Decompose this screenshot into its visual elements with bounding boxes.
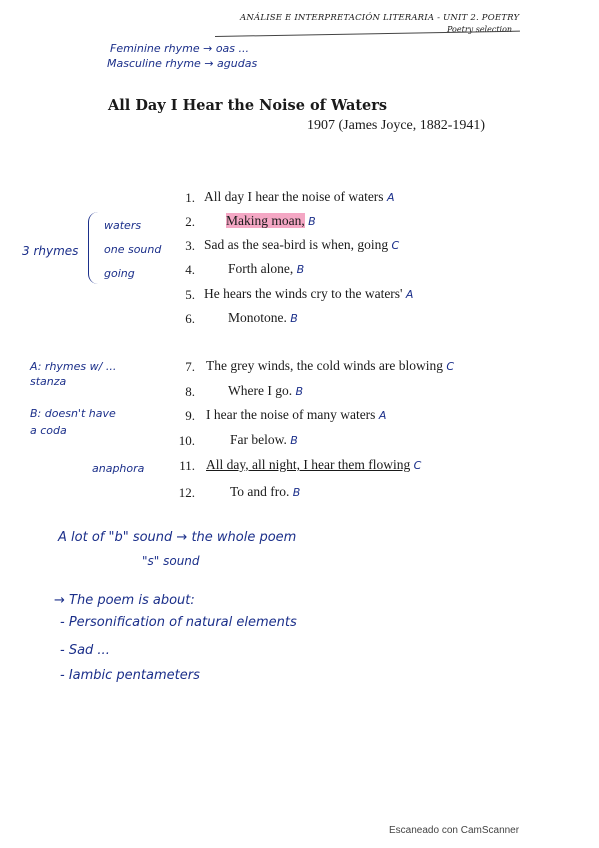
note-a-stanza: stanza <box>30 375 67 388</box>
line-number: 3. <box>185 238 195 253</box>
note-item-personification: - Personification of natural elements <box>60 615 297 630</box>
rhyme-word-2: one sound <box>104 243 162 256</box>
line-number: 7. <box>185 359 195 374</box>
poem-line-9: I hear the noise of many waters A <box>206 407 387 422</box>
note-3-rhymes: 3 rhymes <box>22 244 79 258</box>
poem-line-5: He hears the winds cry to the waters' A <box>204 286 414 301</box>
poem-line-3: Sad as the sea-bird is when, going C <box>204 237 400 252</box>
line-number: 4. <box>185 262 195 277</box>
line-number: 8. <box>185 384 195 399</box>
line-number: 11. <box>179 458 195 473</box>
note-item-iambic: - Iambic pentameters <box>60 668 200 683</box>
poem-line-1: All day I hear the noise of waters A <box>204 189 395 204</box>
line-number: 1. <box>185 190 195 205</box>
line-number: 9. <box>185 408 195 423</box>
note-item-sad: - Sad ... <box>60 643 110 658</box>
rhyme-word-1: waters <box>104 219 142 232</box>
note-poem-about: → The poem is about: <box>54 593 195 608</box>
rhyme-word-3: going <box>104 267 135 280</box>
scanner-watermark: Escaneado con CamScanner <box>389 825 520 836</box>
poem-title: All Day I Hear the Noise of Waters <box>108 97 388 114</box>
note-masculine-rhyme: Masculine rhyme → agudas <box>107 57 258 70</box>
note-s-sound: "s" sound <box>142 554 200 568</box>
poem-line-11: All day, all night, I hear them flowing C <box>206 457 422 472</box>
rhyme-brace <box>88 212 103 284</box>
section-header: Poetry selection <box>447 25 513 34</box>
poem-line-2: Making moan, B <box>226 213 316 228</box>
note-a-rhymes: A: rhymes w/ ... <box>30 360 117 373</box>
poem-line-12: To and fro. B <box>230 484 301 499</box>
note-anaphora: anaphora <box>92 462 145 475</box>
note-b-coda-2: a coda <box>30 424 67 437</box>
line-number: 10. <box>178 433 195 448</box>
poem-line-4: Forth alone, B <box>228 261 305 276</box>
note-b-sound: A lot of "b" sound → the whole poem <box>58 530 297 545</box>
poem-line-6: Monotone. B <box>228 310 298 325</box>
poem-line-10: Far below. B <box>230 432 298 447</box>
line-number: 5. <box>185 287 195 302</box>
note-feminine-rhyme: Feminine rhyme → oas ... <box>110 42 250 55</box>
line-number: 12. <box>178 485 195 500</box>
note-b-coda-1: B: doesn't have <box>30 407 116 420</box>
poem-subtitle: 1907 (James Joyce, 1882-1941) <box>307 118 486 133</box>
course-header: ANÁLISE E INTERPRETACIÓN LITERARIA - UNIT 2. POETRY <box>240 13 520 23</box>
poem-line-7: The grey winds, the cold winds are blowing C <box>206 358 455 373</box>
poem-line-8: Where I go. B <box>228 383 304 398</box>
line-number: 6. <box>185 311 195 326</box>
line-number: 2. <box>185 214 195 229</box>
